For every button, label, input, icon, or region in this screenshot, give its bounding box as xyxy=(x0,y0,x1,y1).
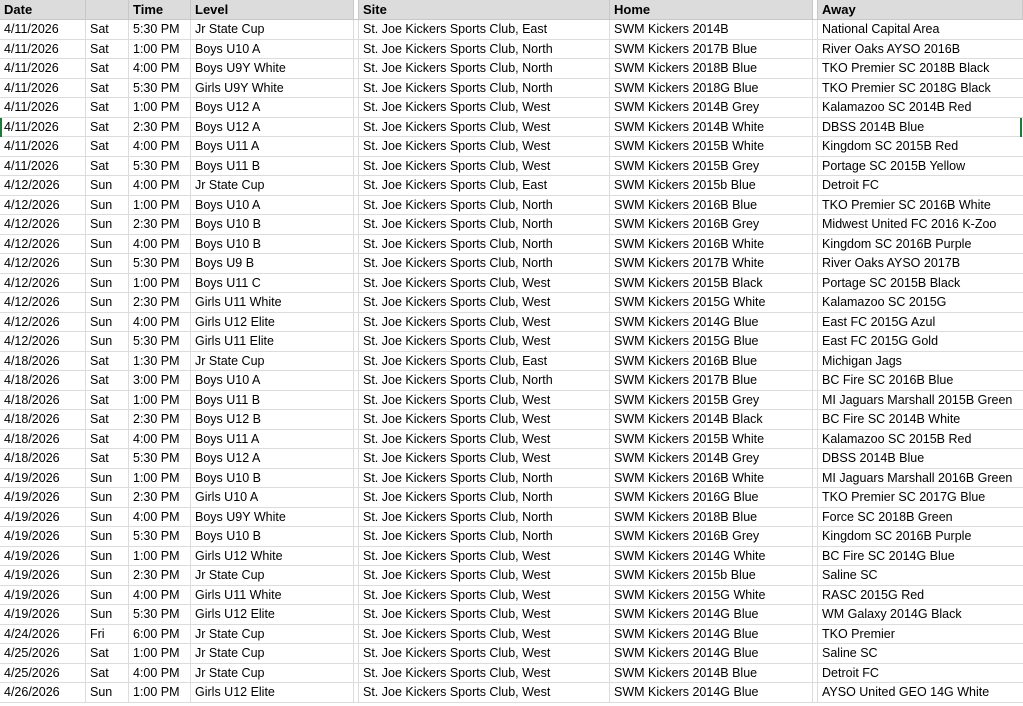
time-cell[interactable]: 2:30 PM xyxy=(129,293,191,312)
level-cell[interactable]: Boys U9Y White xyxy=(191,59,354,78)
day-cell[interactable]: Sat xyxy=(86,157,129,176)
site-cell[interactable]: St. Joe Kickers Sports Club, West xyxy=(359,313,610,332)
date-cell[interactable]: 4/11/2026 xyxy=(0,137,86,156)
level-cell[interactable]: Jr State Cup xyxy=(191,176,354,195)
day-cell[interactable]: Sun xyxy=(86,547,129,566)
date-cell[interactable]: 4/19/2026 xyxy=(0,488,86,507)
time-cell[interactable]: 4:00 PM xyxy=(129,586,191,605)
date-cell[interactable]: 4/19/2026 xyxy=(0,586,86,605)
home-cell[interactable]: SWM Kickers 2014G Blue xyxy=(610,683,813,702)
away-cell[interactable]: River Oaks AYSO 2017B xyxy=(822,256,961,270)
home-cell[interactable]: SWM Kickers 2014B Black xyxy=(610,410,813,429)
column-header-home[interactable]: Home xyxy=(610,0,813,19)
day-cell[interactable]: Sun xyxy=(86,313,129,332)
table-row[interactable] xyxy=(0,332,1023,352)
date-cell[interactable]: 4/12/2026 xyxy=(0,196,86,215)
home-cell[interactable]: SWM Kickers 2016B White xyxy=(610,469,813,488)
time-cell[interactable]: 1:00 PM xyxy=(129,547,191,566)
home-cell[interactable]: SWM Kickers 2014B Grey xyxy=(610,449,813,468)
away-cell[interactable]: BC Fire SC 2014B White xyxy=(822,412,961,426)
time-cell[interactable]: 1:00 PM xyxy=(129,391,191,410)
time-cell[interactable]: 6:00 PM xyxy=(129,625,191,644)
away-cell[interactable]: TKO Premier SC 2016B White xyxy=(822,197,991,212)
date-cell[interactable]: 4/18/2026 xyxy=(0,352,86,371)
home-cell[interactable]: SWM Kickers 2014G Blue xyxy=(610,644,813,663)
date-cell[interactable]: 4/11/2026 xyxy=(0,20,86,39)
away-cell[interactable]: Detroit FC xyxy=(822,178,879,192)
site-cell[interactable]: St. Joe Kickers Sports Club, West xyxy=(359,547,610,566)
home-cell[interactable]: SWM Kickers 2017B Blue xyxy=(610,371,813,390)
table-row[interactable] xyxy=(0,254,1023,274)
day-cell[interactable]: Sat xyxy=(86,79,129,98)
date-cell[interactable]: 4/18/2026 xyxy=(0,430,86,449)
site-cell[interactable]: St. Joe Kickers Sports Club, East xyxy=(359,352,610,371)
table-row[interactable] xyxy=(0,352,1023,372)
table-row[interactable] xyxy=(0,644,1023,664)
home-cell[interactable]: SWM Kickers 2015G White xyxy=(610,293,813,312)
site-cell[interactable]: St. Joe Kickers Sports Club, West xyxy=(359,391,610,410)
table-row[interactable] xyxy=(0,20,1023,40)
time-cell[interactable]: 4:00 PM xyxy=(129,664,191,683)
day-cell[interactable]: Sat xyxy=(86,20,129,39)
level-cell[interactable]: Jr State Cup xyxy=(191,664,354,683)
day-cell[interactable]: Sat xyxy=(86,118,129,137)
table-row[interactable] xyxy=(0,235,1023,255)
site-cell[interactable]: St. Joe Kickers Sports Club, West xyxy=(359,157,610,176)
time-cell[interactable]: 1:00 PM xyxy=(129,274,191,293)
time-cell[interactable]: 4:00 PM xyxy=(129,176,191,195)
day-cell[interactable]: Fri xyxy=(86,625,129,644)
header-row xyxy=(0,0,1023,20)
site-cell[interactable]: St. Joe Kickers Sports Club, West xyxy=(359,293,610,312)
time-cell[interactable]: 5:30 PM xyxy=(129,79,191,98)
day-cell[interactable]: Sun xyxy=(86,254,129,273)
table-row[interactable] xyxy=(0,625,1023,645)
home-cell[interactable]: SWM Kickers 2014B Blue xyxy=(610,664,813,683)
day-cell[interactable]: Sun xyxy=(86,527,129,546)
level-cell[interactable]: Jr State Cup xyxy=(191,352,354,371)
site-cell[interactable]: St. Joe Kickers Sports Club, West xyxy=(359,625,610,644)
site-cell[interactable]: St. Joe Kickers Sports Club, North xyxy=(359,59,610,78)
home-cell[interactable]: SWM Kickers 2016B Blue xyxy=(610,196,813,215)
level-cell[interactable]: Boys U10 A xyxy=(191,196,354,215)
table-row[interactable] xyxy=(0,313,1023,333)
away-cell[interactable]: Michigan Jags xyxy=(822,353,902,368)
day-cell[interactable]: Sat xyxy=(86,410,129,429)
date-cell[interactable]: 4/25/2026 xyxy=(0,644,86,663)
site-cell[interactable]: St. Joe Kickers Sports Club, North xyxy=(359,508,610,527)
level-cell[interactable]: Girls U12 Elite xyxy=(191,683,354,702)
site-cell[interactable]: St. Joe Kickers Sports Club, East xyxy=(359,20,610,39)
level-cell[interactable]: Boys U11 B xyxy=(191,391,354,410)
level-cell[interactable]: Jr State Cup xyxy=(191,644,354,663)
level-cell[interactable]: Boys U9 B xyxy=(191,254,354,273)
site-cell[interactable]: St. Joe Kickers Sports Club, West xyxy=(359,430,610,449)
date-cell[interactable]: 4/12/2026 xyxy=(0,313,86,332)
time-cell[interactable]: 2:30 PM xyxy=(129,410,191,429)
date-cell[interactable]: 4/19/2026 xyxy=(0,566,86,585)
level-cell[interactable]: Girls U11 Elite xyxy=(191,332,354,351)
time-cell[interactable]: 5:30 PM xyxy=(129,449,191,468)
level-cell[interactable]: Girls U11 White xyxy=(191,586,354,605)
table-row[interactable] xyxy=(0,40,1023,60)
away-cell[interactable]: Detroit FC xyxy=(822,665,879,680)
away-cell[interactable]: TKO Premier SC 2018B Black xyxy=(822,61,990,75)
time-cell[interactable]: 4:00 PM xyxy=(129,313,191,332)
site-cell[interactable]: St. Joe Kickers Sports Club, West xyxy=(359,644,610,663)
time-cell[interactable]: 5:30 PM xyxy=(129,332,191,351)
home-cell[interactable]: SWM Kickers 2015G Blue xyxy=(610,332,813,351)
table-row[interactable] xyxy=(0,410,1023,430)
site-cell[interactable]: St. Joe Kickers Sports Club, West xyxy=(359,586,610,605)
away-cell[interactable]: DBSS 2014B Blue xyxy=(822,451,925,465)
time-cell[interactable]: 5:30 PM xyxy=(129,527,191,546)
time-cell[interactable]: 1:00 PM xyxy=(129,469,191,488)
level-cell[interactable]: Boys U10 B xyxy=(191,235,354,254)
home-cell[interactable]: SWM Kickers 2014G Blue xyxy=(610,625,813,644)
day-cell[interactable]: Sun xyxy=(86,566,129,585)
level-cell[interactable]: Boys U10 A xyxy=(191,371,354,390)
column-header-level[interactable]: Level xyxy=(191,0,354,19)
table-row[interactable] xyxy=(0,98,1023,118)
time-cell[interactable]: 2:30 PM xyxy=(129,215,191,234)
away-cell[interactable]: MI Jaguars Marshall 2016B Green xyxy=(822,470,1013,485)
home-cell[interactable]: SWM Kickers 2017B White xyxy=(610,254,813,273)
level-cell[interactable]: Boys U9Y White xyxy=(191,508,354,527)
date-cell[interactable]: 4/11/2026 xyxy=(0,40,86,59)
home-cell[interactable]: SWM Kickers 2018G Blue xyxy=(610,79,813,98)
table-row[interactable] xyxy=(0,79,1023,99)
day-cell[interactable]: Sat xyxy=(86,59,129,78)
away-cell[interactable]: Portage SC 2015B Yellow xyxy=(822,158,966,173)
site-cell[interactable]: St. Joe Kickers Sports Club, East xyxy=(359,176,610,195)
home-cell[interactable]: SWM Kickers 2015B Grey xyxy=(610,391,813,410)
time-cell[interactable]: 5:30 PM xyxy=(129,605,191,624)
level-cell[interactable]: Boys U12 A xyxy=(191,449,354,468)
home-cell[interactable]: SWM Kickers 2015G White xyxy=(610,586,813,605)
level-cell[interactable]: Boys U10 B xyxy=(191,527,354,546)
away-cell[interactable]: River Oaks AYSO 2016B xyxy=(822,41,961,56)
date-cell[interactable]: 4/19/2026 xyxy=(0,547,86,566)
level-cell[interactable]: Boys U10 A xyxy=(191,40,354,59)
home-cell[interactable]: SWM Kickers 2014G White xyxy=(610,547,813,566)
site-cell[interactable]: St. Joe Kickers Sports Club, North xyxy=(359,254,610,273)
away-cell[interactable]: TKO Premier SC 2017G Blue xyxy=(822,490,986,504)
away-cell[interactable]: BC Fire SC 2014G Blue xyxy=(822,548,955,563)
day-cell[interactable]: Sun xyxy=(86,176,129,195)
table-row[interactable] xyxy=(0,605,1023,625)
time-cell[interactable]: 5:30 PM xyxy=(129,157,191,176)
away-cell[interactable]: Kingdom SC 2016B Purple xyxy=(822,236,972,251)
home-cell[interactable]: SWM Kickers 2015b Blue xyxy=(610,176,813,195)
site-cell[interactable]: St. Joe Kickers Sports Club, North xyxy=(359,371,610,390)
away-cell[interactable]: Kingdom SC 2016B Purple xyxy=(822,529,972,543)
home-cell[interactable]: SWM Kickers 2016B Blue xyxy=(610,352,813,371)
column-header-date[interactable]: Date xyxy=(0,0,86,19)
level-cell[interactable]: Jr State Cup xyxy=(191,566,354,585)
level-cell[interactable]: Boys U11 C xyxy=(191,274,354,293)
table-row[interactable] xyxy=(0,586,1023,606)
day-cell[interactable]: Sun xyxy=(86,274,129,293)
day-cell[interactable]: Sat xyxy=(86,98,129,117)
home-cell[interactable]: SWM Kickers 2016B White xyxy=(610,235,813,254)
table-row[interactable] xyxy=(0,469,1023,489)
date-cell[interactable]: 4/12/2026 xyxy=(0,176,86,195)
home-cell[interactable]: SWM Kickers 2016B Grey xyxy=(610,527,813,546)
date-cell[interactable]: 4/26/2026 xyxy=(0,683,86,702)
home-cell[interactable]: SWM Kickers 2014B White xyxy=(610,118,813,137)
date-cell[interactable]: 4/11/2026 xyxy=(0,98,86,117)
table-row[interactable] xyxy=(0,488,1023,508)
date-cell[interactable]: 4/19/2026 xyxy=(0,469,86,488)
time-cell[interactable]: 5:30 PM xyxy=(129,254,191,273)
time-cell[interactable]: 4:00 PM xyxy=(129,137,191,156)
level-cell[interactable]: Girls U10 A xyxy=(191,488,354,507)
level-cell[interactable]: Boys U11 A xyxy=(191,137,354,156)
away-cell[interactable]: East FC 2015G Gold xyxy=(822,334,939,348)
home-cell[interactable]: SWM Kickers 2018B Blue xyxy=(610,508,813,527)
site-cell[interactable]: St. Joe Kickers Sports Club, West xyxy=(359,137,610,156)
day-cell[interactable]: Sat xyxy=(86,40,129,59)
home-cell[interactable]: SWM Kickers 2015B White xyxy=(610,137,813,156)
table-row[interactable] xyxy=(0,547,1023,567)
site-cell[interactable]: St. Joe Kickers Sports Club, West xyxy=(359,683,610,702)
date-cell[interactable]: 4/19/2026 xyxy=(0,527,86,546)
day-cell[interactable]: Sun xyxy=(86,683,129,702)
away-cell[interactable]: TKO Premier xyxy=(822,626,895,641)
time-cell[interactable]: 1:00 PM xyxy=(129,683,191,702)
away-cell[interactable]: MI Jaguars Marshall 2015B Green xyxy=(822,392,1013,407)
time-cell[interactable]: 1:00 PM xyxy=(129,644,191,663)
date-cell[interactable]: 4/18/2026 xyxy=(0,449,86,468)
away-cell[interactable]: East FC 2015G Azul xyxy=(822,314,936,329)
away-cell[interactable]: Portage SC 2015B Black xyxy=(822,275,961,290)
date-cell[interactable]: 4/12/2026 xyxy=(0,274,86,293)
away-cell[interactable]: National Capital Area xyxy=(822,22,940,36)
site-cell[interactable]: St. Joe Kickers Sports Club, West xyxy=(359,274,610,293)
level-cell[interactable]: Boys U12 A xyxy=(191,118,354,137)
table-row[interactable] xyxy=(0,59,1023,79)
day-cell[interactable]: Sun xyxy=(86,488,129,507)
day-cell[interactable]: Sat xyxy=(86,644,129,663)
home-cell[interactable]: SWM Kickers 2015B White xyxy=(610,430,813,449)
day-cell[interactable]: Sun xyxy=(86,586,129,605)
table-row[interactable] xyxy=(0,274,1023,294)
level-cell[interactable]: Girls U11 White xyxy=(191,293,354,312)
table-row[interactable] xyxy=(0,371,1023,391)
level-cell[interactable]: Girls U12 Elite xyxy=(191,605,354,624)
home-cell[interactable]: SWM Kickers 2016B Grey xyxy=(610,215,813,234)
time-cell[interactable]: 2:30 PM xyxy=(129,566,191,585)
level-cell[interactable]: Girls U9Y White xyxy=(191,79,354,98)
time-cell[interactable]: 1:00 PM xyxy=(129,196,191,215)
time-cell[interactable]: 5:30 PM xyxy=(129,20,191,39)
home-cell[interactable]: SWM Kickers 2017B Blue xyxy=(610,40,813,59)
site-cell[interactable]: St. Joe Kickers Sports Club, West xyxy=(359,566,610,585)
away-cell[interactable]: Kalamazoo SC 2014B Red xyxy=(822,100,972,114)
day-cell[interactable]: Sat xyxy=(86,391,129,410)
time-cell[interactable]: 3:00 PM xyxy=(129,371,191,390)
date-cell[interactable]: 4/12/2026 xyxy=(0,254,86,273)
date-cell[interactable]: 4/12/2026 xyxy=(0,332,86,351)
home-cell[interactable]: SWM Kickers 2014G Blue xyxy=(610,605,813,624)
away-cell[interactable]: Kalamazoo SC 2015G xyxy=(822,295,947,309)
site-cell[interactable]: St. Joe Kickers Sports Club, West xyxy=(359,98,610,117)
away-cell[interactable]: TKO Premier SC 2018G Black xyxy=(822,80,991,95)
table-row[interactable] xyxy=(0,527,1023,547)
away-cell[interactable]: DBSS 2014B Blue xyxy=(822,119,925,134)
away-cell[interactable]: WM Galaxy 2014G Black xyxy=(822,607,962,621)
date-cell[interactable]: 4/18/2026 xyxy=(0,371,86,390)
away-cell[interactable]: BC Fire SC 2016B Blue xyxy=(822,373,954,387)
level-cell[interactable]: Boys U10 B xyxy=(191,215,354,234)
level-cell[interactable]: Boys U12 B xyxy=(191,410,354,429)
site-cell[interactable]: St. Joe Kickers Sports Club, North xyxy=(359,469,610,488)
home-cell[interactable]: SWM Kickers 2015B Black xyxy=(610,274,813,293)
table-row[interactable] xyxy=(0,215,1023,235)
site-cell[interactable]: St. Joe Kickers Sports Club, North xyxy=(359,40,610,59)
time-cell[interactable]: 4:00 PM xyxy=(129,59,191,78)
home-cell[interactable]: SWM Kickers 2014G Blue xyxy=(610,313,813,332)
time-cell[interactable]: 4:00 PM xyxy=(129,430,191,449)
site-cell[interactable]: St. Joe Kickers Sports Club, North xyxy=(359,215,610,234)
date-cell[interactable]: 4/12/2026 xyxy=(0,235,86,254)
table-row[interactable] xyxy=(0,137,1023,157)
site-cell[interactable]: St. Joe Kickers Sports Club, West xyxy=(359,605,610,624)
away-cell[interactable]: AYSO United GEO 14G White xyxy=(822,685,990,699)
column-header-day[interactable] xyxy=(86,0,129,19)
day-cell[interactable]: Sun xyxy=(86,508,129,527)
table-row[interactable] xyxy=(0,449,1023,469)
selected-row-marker-right xyxy=(1020,118,1022,137)
day-cell[interactable]: Sat xyxy=(86,352,129,371)
table-row[interactable] xyxy=(0,683,1023,703)
time-cell[interactable]: 1:30 PM xyxy=(129,352,191,371)
day-cell[interactable]: Sun xyxy=(86,196,129,215)
site-cell[interactable]: St. Joe Kickers Sports Club, North xyxy=(359,488,610,507)
selected-row-marker-left xyxy=(0,118,2,137)
table-row[interactable] xyxy=(0,664,1023,684)
site-cell[interactable]: St. Joe Kickers Sports Club, North xyxy=(359,79,610,98)
home-cell[interactable]: SWM Kickers 2015b Blue xyxy=(610,566,813,585)
level-cell[interactable]: Jr State Cup xyxy=(191,625,354,644)
table-row[interactable] xyxy=(0,176,1023,196)
day-cell[interactable]: Sat xyxy=(86,449,129,468)
column-header-time[interactable]: Time xyxy=(129,0,191,19)
table-row[interactable] xyxy=(0,157,1023,177)
time-cell[interactable]: 1:00 PM xyxy=(129,40,191,59)
away-cell[interactable]: RASC 2015G Red xyxy=(822,587,925,602)
time-cell[interactable]: 4:00 PM xyxy=(129,508,191,527)
date-cell[interactable]: 4/11/2026 xyxy=(0,79,86,98)
date-cell[interactable]: 4/11/2026 xyxy=(0,118,86,137)
time-cell[interactable]: 2:30 PM xyxy=(129,488,191,507)
level-cell[interactable]: Girls U12 Elite xyxy=(191,313,354,332)
site-cell[interactable]: St. Joe Kickers Sports Club, North xyxy=(359,196,610,215)
day-cell[interactable]: Sun xyxy=(86,235,129,254)
away-cell[interactable]: Force SC 2018B Green xyxy=(822,509,953,524)
table-row[interactable] xyxy=(0,508,1023,528)
table-row[interactable] xyxy=(0,430,1023,450)
level-cell[interactable]: Boys U11 B xyxy=(191,157,354,176)
date-cell[interactable]: 4/18/2026 xyxy=(0,410,86,429)
table-row[interactable] xyxy=(0,391,1023,411)
date-cell[interactable]: 4/11/2026 xyxy=(0,59,86,78)
home-cell[interactable]: SWM Kickers 2014B xyxy=(610,20,813,39)
home-cell[interactable]: SWM Kickers 2018B Blue xyxy=(610,59,813,78)
table-row[interactable] xyxy=(0,196,1023,216)
day-cell[interactable]: Sun xyxy=(86,293,129,312)
level-cell[interactable]: Boys U11 A xyxy=(191,430,354,449)
date-cell[interactable]: 4/12/2026 xyxy=(0,293,86,312)
away-cell[interactable]: Kingdom SC 2015B Red xyxy=(822,139,959,153)
day-cell[interactable]: Sun xyxy=(86,469,129,488)
day-cell[interactable]: Sat xyxy=(86,664,129,683)
date-cell[interactable]: 4/25/2026 xyxy=(0,664,86,683)
date-cell[interactable]: 4/19/2026 xyxy=(0,605,86,624)
date-cell[interactable]: 4/24/2026 xyxy=(0,625,86,644)
site-cell[interactable]: St. Joe Kickers Sports Club, West xyxy=(359,449,610,468)
time-cell[interactable]: 1:00 PM xyxy=(129,98,191,117)
table-body xyxy=(0,20,1023,703)
table-row[interactable] xyxy=(0,566,1023,586)
site-cell[interactable]: St. Joe Kickers Sports Club, West xyxy=(359,664,610,683)
table-row[interactable] xyxy=(0,293,1023,313)
away-cell[interactable]: Midwest United FC 2016 K-Zoo xyxy=(822,217,997,231)
level-cell[interactable]: Girls U12 White xyxy=(191,547,354,566)
column-header-away[interactable]: Away xyxy=(818,0,1023,19)
time-cell[interactable]: 4:00 PM xyxy=(129,235,191,254)
day-cell[interactable]: Sun xyxy=(86,215,129,234)
level-cell[interactable]: Jr State Cup xyxy=(191,20,354,39)
site-cell[interactable]: St. Joe Kickers Sports Club, West xyxy=(359,332,610,351)
site-cell[interactable]: St. Joe Kickers Sports Club, West xyxy=(359,410,610,429)
level-cell[interactable]: Boys U12 A xyxy=(191,98,354,117)
day-cell[interactable]: Sun xyxy=(86,605,129,624)
column-header-site[interactable]: Site xyxy=(359,0,610,19)
date-cell[interactable]: 4/11/2026 xyxy=(0,157,86,176)
home-cell[interactable]: SWM Kickers 2016G Blue xyxy=(610,488,813,507)
away-cell[interactable]: Saline SC xyxy=(822,646,878,660)
date-cell[interactable]: 4/19/2026 xyxy=(0,508,86,527)
day-cell[interactable]: Sun xyxy=(86,332,129,351)
day-cell[interactable]: Sat xyxy=(86,430,129,449)
site-cell[interactable]: St. Joe Kickers Sports Club, North xyxy=(359,527,610,546)
site-cell[interactable]: St. Joe Kickers Sports Club, West xyxy=(359,118,610,137)
day-cell[interactable]: Sat xyxy=(86,137,129,156)
home-cell[interactable]: SWM Kickers 2015B Grey xyxy=(610,157,813,176)
date-cell[interactable]: 4/12/2026 xyxy=(0,215,86,234)
level-cell[interactable]: Boys U10 B xyxy=(191,469,354,488)
day-cell[interactable]: Sat xyxy=(86,371,129,390)
site-cell[interactable]: St. Joe Kickers Sports Club, North xyxy=(359,235,610,254)
time-cell[interactable]: 2:30 PM xyxy=(129,118,191,137)
date-cell[interactable]: 4/18/2026 xyxy=(0,391,86,410)
home-cell[interactable]: SWM Kickers 2014B Grey xyxy=(610,98,813,117)
away-cell[interactable]: Saline SC xyxy=(822,568,878,582)
away-cell[interactable]: Kalamazoo SC 2015B Red xyxy=(822,431,972,446)
table-row[interactable] xyxy=(0,118,1023,138)
